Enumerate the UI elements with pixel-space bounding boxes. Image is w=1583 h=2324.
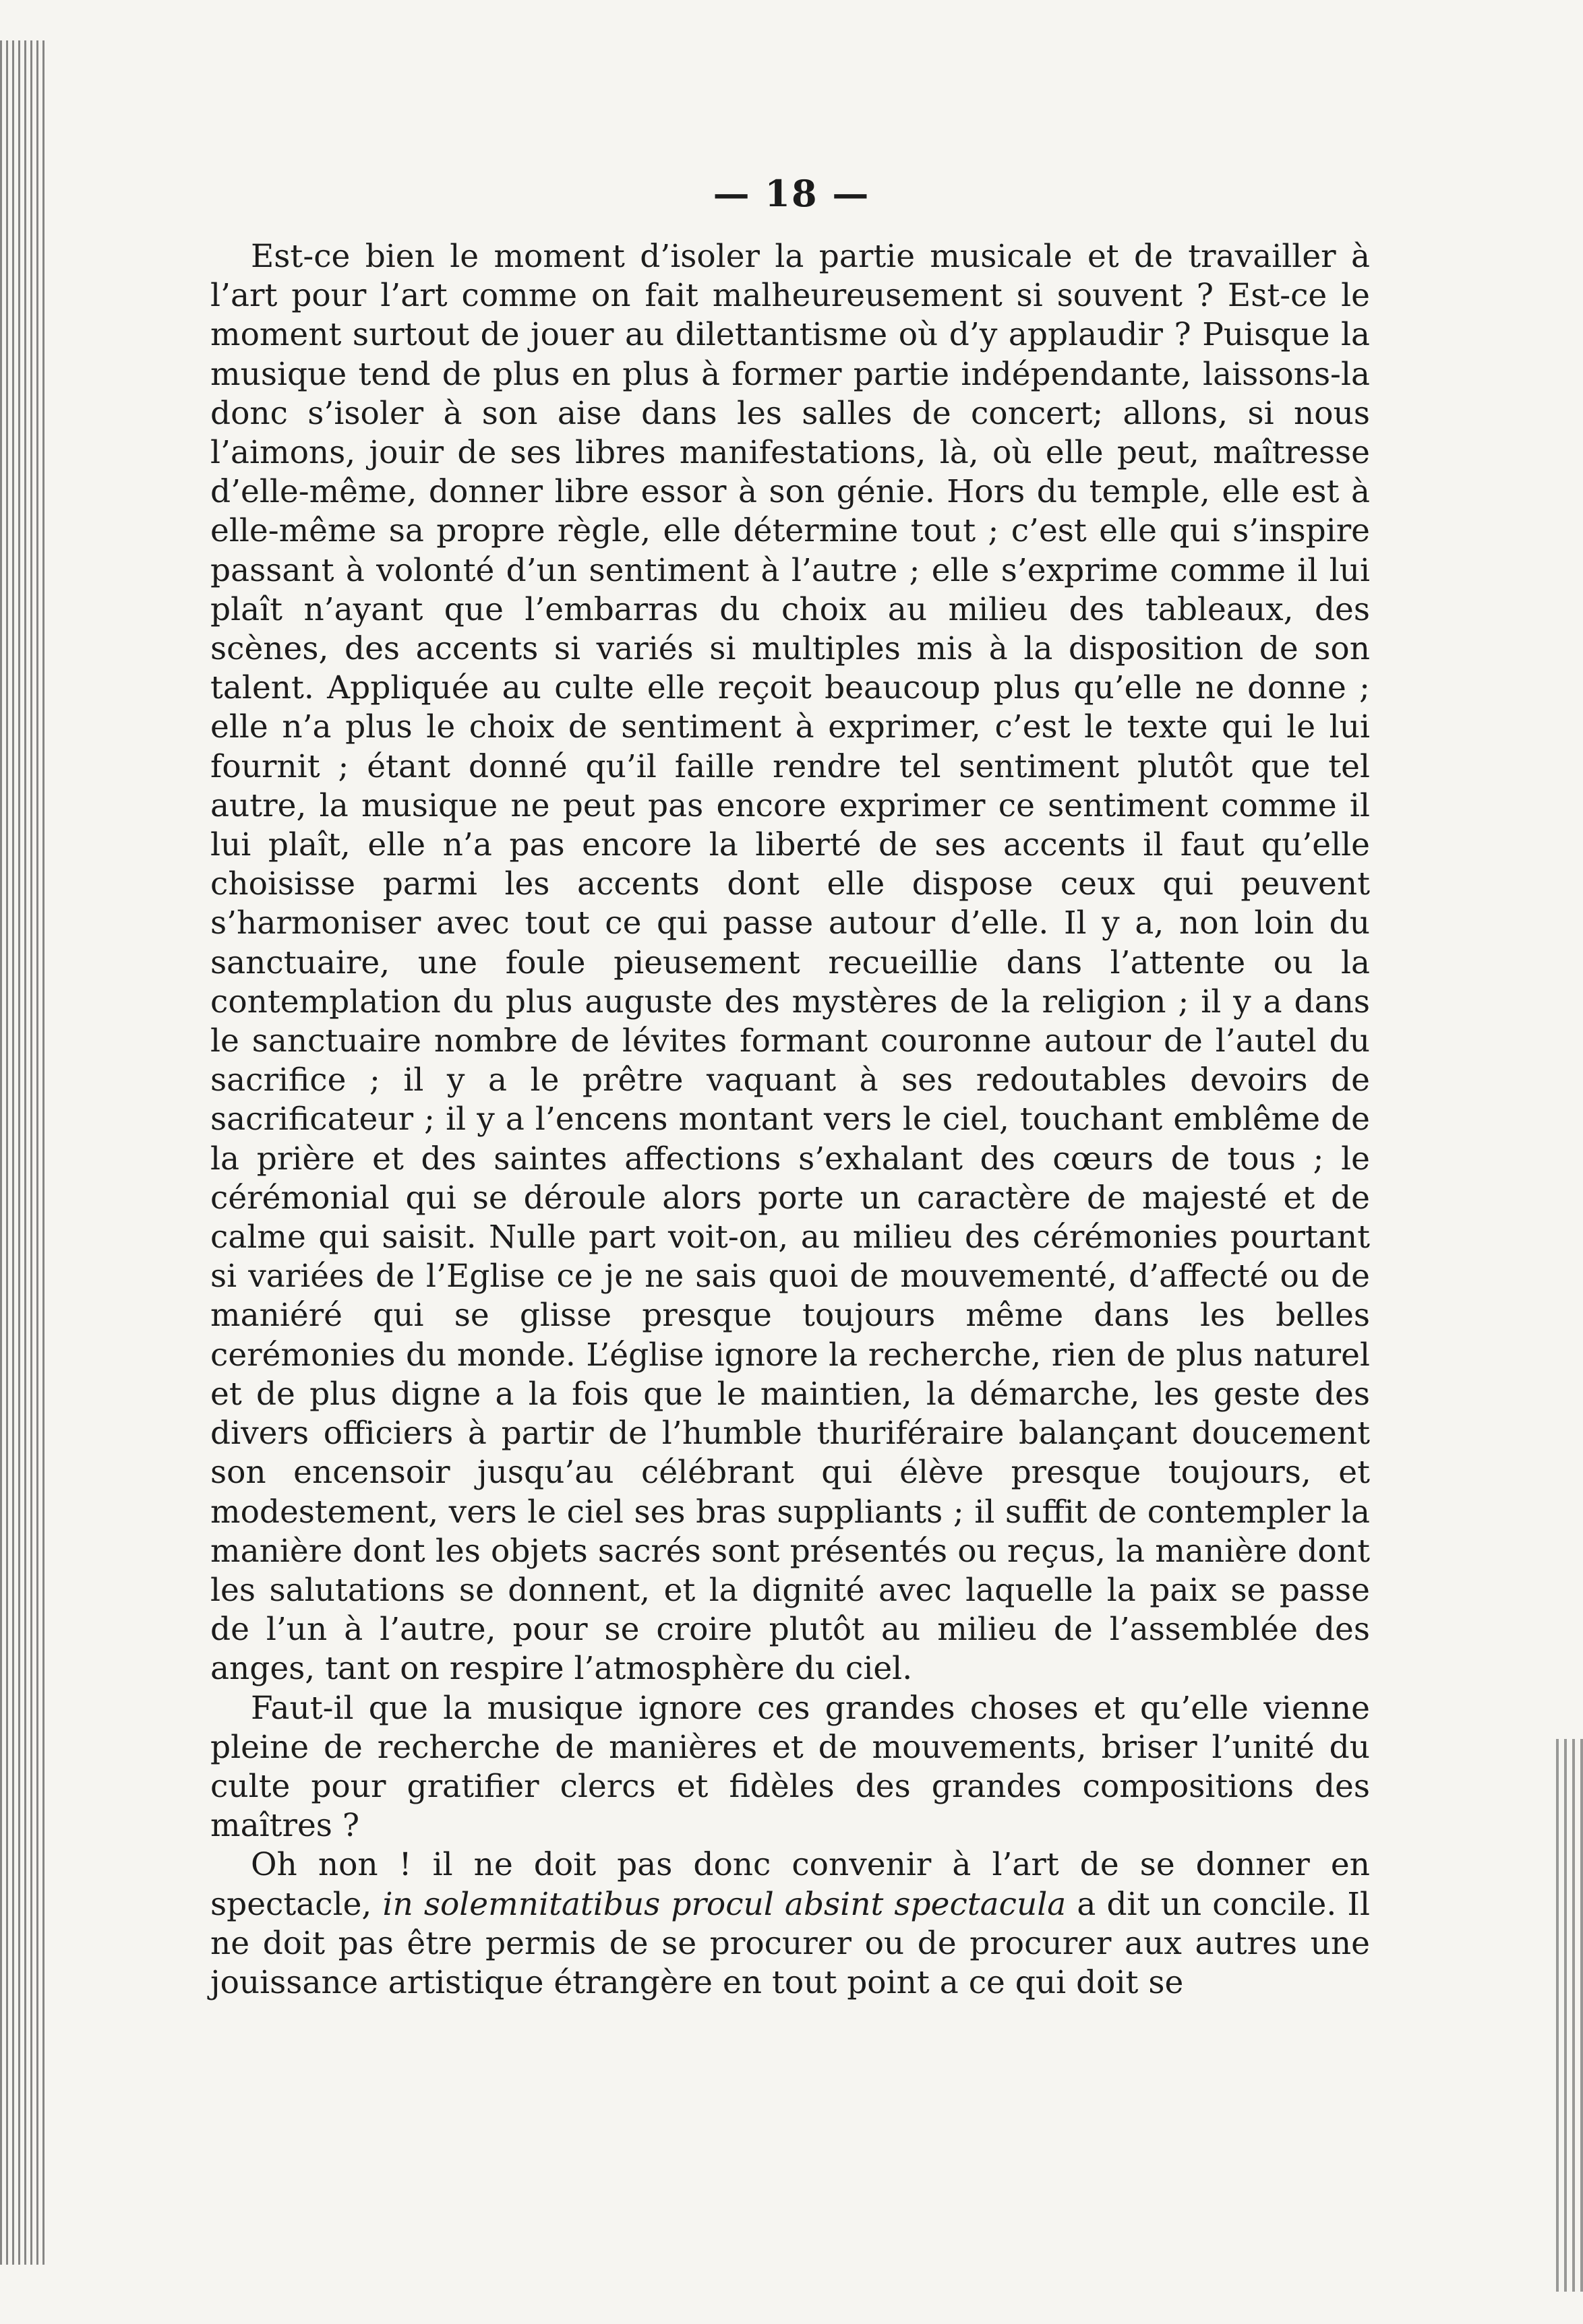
binding-edge	[0, 40, 47, 2265]
paragraph-3	[210, 1845, 1370, 2002]
page-edge-shadow	[1556, 1739, 1583, 2292]
paragraph-2	[210, 1689, 1370, 1846]
body-text	[210, 237, 1370, 2002]
paragraph-1-text: Est-ce bien le moment d’isoler la partie musicale et de travailler à l’art pour l’art comme on fait malheureusement si souvent ? Est-ce le moment surtout de jouer au dilettantisme où d’y applaudir ? Puisque la musique tend de plus en plus à former partie indépendante, laissons-la donc s’isoler à son aise dans les salles de concert; allons, si nous l’aimons, jouir de ses libres manifestations, là, où elle peut, maîtresse d’elle-même, donner libre essor à son génie. Hors du temple, elle est à elle-même sa propre règle, elle détermine tout ; c’est elle qui s’inspire passant à volonté d’un sentiment à l’autre ; elle s’exprime comme il lui plaît n’ayant que l’embarras du choix au milieu des tableaux, des scènes, des accents si variés si multiples mis à la disposition de son talent. Appliquée au culte elle reçoit beaucoup plus qu’elle ne donne ; elle n’a plus le choix de sentiment à exprimer, c’est le texte qui le lui fournit ; étant donné qu’il faille rendre tel sentiment plutôt que tel autre, la musique ne peut pas encore exprimer ce sentiment comme il lui plaît, elle n’a pas encore la liberté de ses accents il faut qu’elle choisisse parmi les accents dont elle dispose ceux qui peuvent s’harmoniser avec tout ce qui passe autour d’elle. Il y a, non loin du sanctuaire, une foule pieusement recueillie dans l’attente ou la contemplation du plus auguste des mystères de la religion ; il y a dans le sanctuaire nombre de lévites formant couronne autour de l’autel du sacrifice ; il y a le prêtre vaquant à ses redoutables devoirs de sacrificateur ; il y a l’encens montant vers le ciel, touchant emblême de la prière et des saintes affections s’exhalant des cœurs de tous ; le cérémonial qui se déroule alors porte un caractère de majesté et de calme qui saisit. Nulle part voit-on, au milieu des cérémonies pourtant si variées de l’Eglise ce je ne sais quoi de mouvementé, d’affecté ou de maniéré qui se glisse presque toujours même dans les belles cerémonies du monde. L’église ignore la recherche, rien de plus naturel et de plus digne a la fois que le maintien, la démarche, les geste des divers officiers à partir de l’humble thuriféraire balançant doucement son encensoir jusqu’au célébrant qui élève presque toujours, et modestement, vers le ciel ses bras suppliants ; il suffit de contempler la manière dont les objets sacrés sont présentés ou reçus, la manière dont les salutations se donnent, et la dignité avec laquelle la paix se passe de l’un à l’autre, pour se croire plutôt au milieu de l’assemblée des anges, tant on respire l’atmosphère du ciel.	[210, 238, 1370, 1688]
paragraph-1	[210, 237, 1370, 1689]
paragraph-3-text-start: Oh non ! il ne doit pas donc convenir à l’art de se donner en spectacle,	[210, 1846, 1370, 1923]
paragraph-2-text: Faut-il que la musique ignore ces grandes choses et qu’elle vienne pleine de recherche de manières et de mouvements, briser l’unité du culte pour gratifier clercs et fidèles des grandes compositions des maîtres ?	[210, 1689, 1370, 1845]
page-number: — 18 —	[713, 172, 870, 215]
latin-quotation: in solemnitatibus procul absint spectacula	[382, 1885, 1067, 1923]
paragraph-3-text-end: a dit un concile. Il ne doit pas être permis de se procurer ou de procurer aux autres une jouissance artistique étrangère en tout point a ce qui doit se	[210, 1885, 1370, 2001]
